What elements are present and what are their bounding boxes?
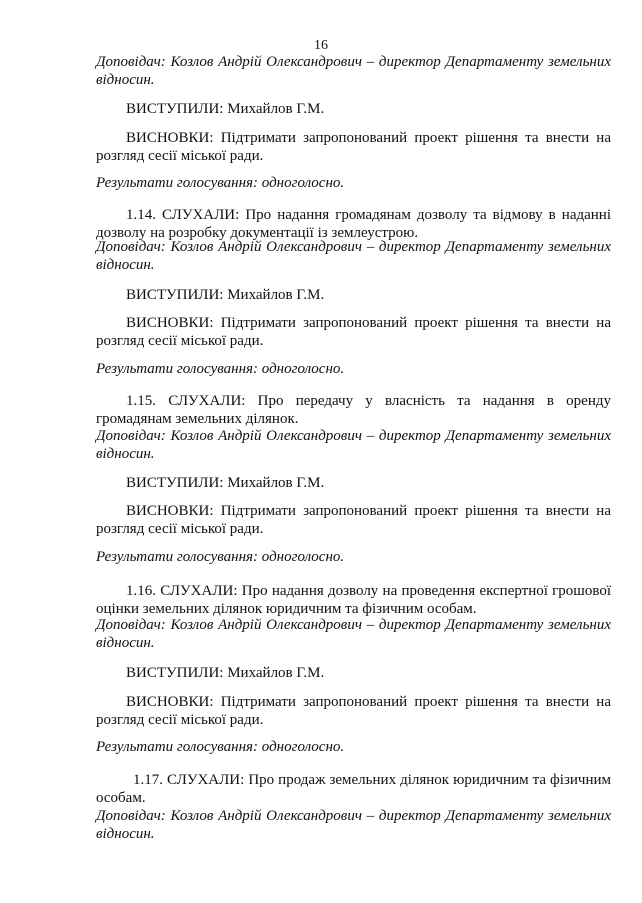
speaker-line: Доповідач: Козлов Андрій Олександрович – директор Департаменту земельних відносин. (96, 617, 611, 651)
item-heard-1-17: 1.17. СЛУХАЛИ: Про продаж земельних ділянок юридичним та фізичним особам. (96, 772, 611, 806)
spoke-line: ВИСТУПИЛИ: Михайлов Г.М. (126, 287, 325, 303)
conclusion-line: ВИСНОВКИ: Підтримати запропонований проект рішення та внести на розгляд сесії міської ради. (96, 503, 611, 537)
spoke-line: ВИСТУПИЛИ: Михайлов Г.М. (126, 101, 325, 117)
conclusion-line: ВИСНОВКИ: Підтримати запропонований проект рішення та внести на розгляд сесії міської ради. (96, 694, 611, 728)
speaker-line: Доповідач: Козлов Андрій Олександрович – директор Департаменту земельних відносин. (96, 428, 611, 462)
item-heard-1-14: 1.14. СЛУХАЛИ: Про надання громадянам дозволу та відмову в наданні дозволу на розробку документації із землеустрою. (96, 207, 611, 241)
vote-result: Результати голосування: одноголосно. (96, 739, 345, 755)
page-number: 16 (314, 38, 328, 53)
conclusion-line: ВИСНОВКИ: Підтримати запропонований проект рішення та внести на розгляд сесії міської ради. (96, 130, 611, 164)
spoke-line: ВИСТУПИЛИ: Михайлов Г.М. (126, 665, 325, 681)
item-heard-1-16: 1.16. СЛУХАЛИ: Про надання дозволу на проведення експертної грошової оцінки земельних ділянок юридичним та фізичним особам. (96, 583, 611, 617)
item-heard-1-15: 1.15. СЛУХАЛИ: Про передачу у власність та надання в оренду громадянам земельних ділянок. (96, 393, 611, 427)
speaker-line: Доповідач: Козлов Андрій Олександрович – директор Департаменту земельних відносин. (96, 54, 611, 88)
vote-result: Результати голосування: одноголосно. (96, 175, 345, 191)
vote-result: Результати голосування: одноголосно. (96, 361, 345, 377)
speaker-line: Доповідач: Козлов Андрій Олександрович – директор Департаменту земельних відносин. (96, 239, 611, 273)
spoke-line: ВИСТУПИЛИ: Михайлов Г.М. (126, 475, 325, 491)
speaker-line: Доповідач: Козлов Андрій Олександрович – директор Департаменту земельних відносин. (96, 808, 611, 842)
vote-result: Результати голосування: одноголосно. (96, 549, 345, 565)
conclusion-line: ВИСНОВКИ: Підтримати запропонований проект рішення та внести на розгляд сесії міської ради. (96, 315, 611, 349)
